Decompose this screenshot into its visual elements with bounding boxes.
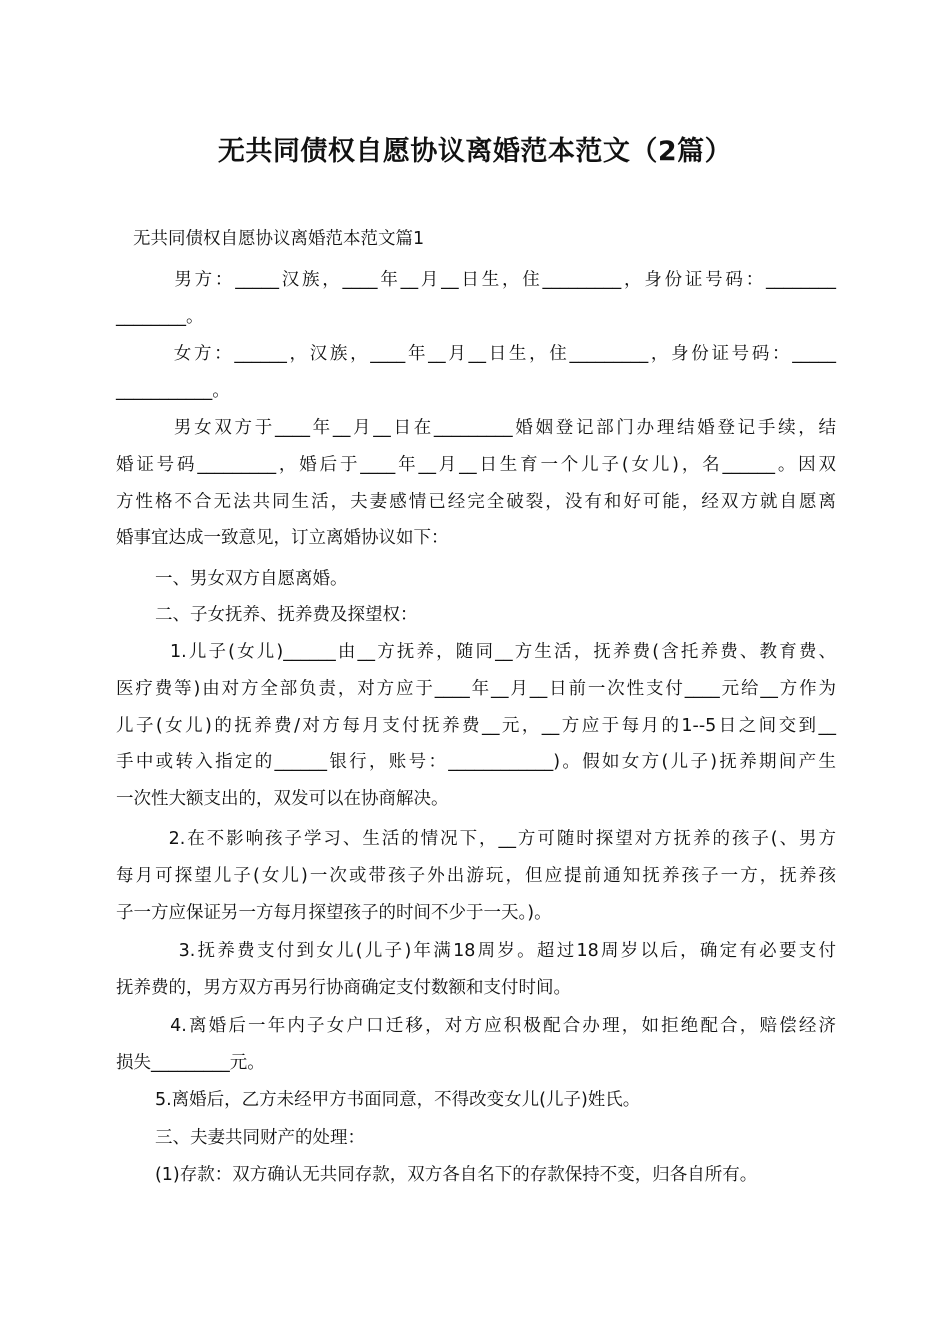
text-line: 二、子女抚养、抚养费及探望权： (116, 605, 418, 625)
text-line: 抚养费的，男方双方再另行协商确定支付数额和支付时间。 (116, 977, 571, 998)
clause-5-paragraph (116, 1082, 836, 1119)
text-line: 医疗费等)由对方全部负责，对方应于____年__月__日前一次性支付____元给__方作为 (116, 678, 836, 699)
clause-2-paragraph (116, 821, 836, 931)
text-line: 3.抚养费支付到女儿(儿子)年满18周岁。超过18周岁以后，确定有必要支付 (116, 941, 836, 961)
female-party-paragraph (116, 336, 836, 410)
text-line: 婚事宜达成一致意见，订立离婚协议如下： (116, 528, 449, 549)
text-line: 男女双方于____年__月__日在_________婚姻登记部门办理结婚登记手续，结 (116, 418, 836, 438)
text-line: 方性格不合无法共同生活，夫妻感情已经完全破裂，没有和好可能，经双方就自愿离 (116, 491, 836, 512)
text-line: 每月可探望儿子(女儿)一次或带孩子外出游玩，但应提前通知抚养孩子一方，抚养孩 (116, 865, 836, 886)
text-line: 子一方应保证另一方每月探望孩子的时间不少于一天。)。 (116, 902, 552, 923)
text-line: 一、男女双方自愿离婚。 (116, 569, 348, 589)
deposit-paragraph (116, 1157, 836, 1194)
clause-1-paragraph (116, 634, 836, 818)
section-heading: 无共同债权自愿协议离婚范本范文篇1 (133, 229, 425, 249)
text-line: 儿子(女儿)的抚养费/对方每月支付抚养费__元，__方应于每月的1--5日之间交到__ (116, 715, 836, 736)
text-line: 1.儿子(女儿)______由__方抚养，随同__方生活，抚养费(含托养费、教育费、 (116, 642, 836, 662)
text-line: 男方：_____汉族，____年__月__日生，住_________，身份证号码：________ (116, 270, 836, 290)
text-line: ___________。 (116, 380, 230, 401)
text-line: 三、夫妻共同财产的处理： (116, 1128, 365, 1148)
text-line: 婚证号码_________，婚后于____年__月__日生育一个儿子(女儿)，名______。因双 (116, 454, 836, 475)
text-line: 4.离婚后一年内子女户口迁移，对方应积极配合办理，如拒绝配合，赔偿经济 (116, 1016, 836, 1036)
document-title: 无共同债权自愿协议离婚范本范文（2篇） (217, 136, 733, 167)
text-line: ________。 (116, 306, 204, 327)
text-line: 2.在不影响孩子学习、生活的情况下，__方可随时探望对方抚养的孩子(、男方 (116, 829, 836, 849)
male-party-paragraph (116, 262, 836, 336)
clause-3-paragraph (116, 933, 836, 1007)
item-two-paragraph (116, 597, 836, 634)
text-line: 一次性大额支出的，双发可以在协商解决。 (116, 789, 449, 810)
text-line: (1)存款：双方确认无共同存款，双方各自名下的存款保持不变，归各自所有。 (116, 1165, 758, 1185)
item-three-paragraph (116, 1120, 836, 1157)
intro-paragraph (116, 410, 836, 557)
clause-4-paragraph (116, 1008, 836, 1082)
text-line: 手中或转入指定的______银行，账号：____________)。假如女方(儿子)抚养期间产生 (116, 752, 836, 773)
text-line: 损失_________元。 (116, 1052, 265, 1073)
item-one-paragraph (116, 561, 836, 598)
text-line: 女方：______，汉族，____年__月__日生，住_________，身份证号码：_____ (116, 344, 836, 364)
text-line: 5.离婚后，乙方未经甲方书面同意，不得改变女儿(儿子)姓氏。 (116, 1090, 641, 1110)
